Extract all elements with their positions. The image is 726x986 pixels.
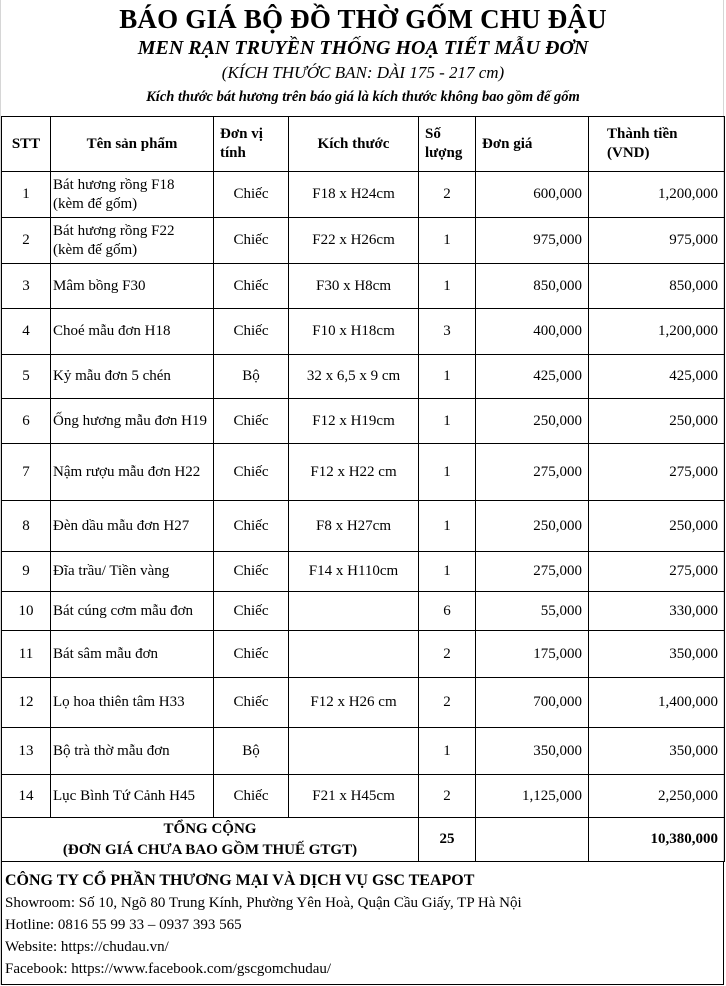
cell-product-name: Bát cúng cơm mẫu đơn [51,592,214,631]
table-row [2,775,725,818]
cell-unit: Bộ [214,355,289,399]
cell-unit-price: 400,000 [476,309,589,355]
cell-unit: Chiếc [214,631,289,678]
table-row [2,728,725,775]
cell-quantity: 1 [419,218,476,264]
cell-size [289,728,419,775]
summary-label-line1: TỔNG CỘNG [163,820,257,837]
summary-label [2,818,419,862]
table-row [2,172,725,218]
cell-stt: 13 [2,728,51,775]
cell-stt: 1 [2,172,51,218]
header-size: Kích thước [289,117,419,172]
cell-total: 1,200,000 [589,172,725,218]
quote-header [0,0,726,116]
cell-quantity: 2 [419,172,476,218]
cell-size: F30 x H8cm [289,264,419,309]
cell-unit-price: 975,000 [476,218,589,264]
cell-size: F18 x H24cm [289,172,419,218]
cell-total: 275,000 [589,552,725,592]
summary-unit-price [476,818,589,862]
cell-size [289,592,419,631]
cell-stt: 4 [2,309,51,355]
cell-product-name: Kỷ mẫu đơn 5 chén [51,355,214,399]
cell-unit-price: 700,000 [476,678,589,728]
table-header-row [2,117,725,172]
table-row [2,264,725,309]
cell-stt: 14 [2,775,51,818]
cell-unit: Chiếc [214,501,289,552]
cell-unit-price: 275,000 [476,444,589,501]
cell-size: F12 x H26 cm [289,678,419,728]
table-row [2,399,725,444]
cell-quantity: 1 [419,355,476,399]
summary-quantity: 25 [419,818,476,862]
cell-stt: 5 [2,355,51,399]
cell-unit: Chiếc [214,309,289,355]
cell-total: 350,000 [589,728,725,775]
cell-size: 32 x 6,5 x 9 cm [289,355,419,399]
cell-product-name: Bát hương rồng F22 (kèm đế gốm) [51,218,214,264]
cell-product-name: Bộ trà thờ mẫu đơn [51,728,214,775]
cell-size: F14 x H110cm [289,552,419,592]
cell-quantity: 1 [419,728,476,775]
website-link[interactable]: Website: https://chudau.vn/ [5,939,169,955]
cell-stt: 10 [2,592,51,631]
cell-unit-price: 175,000 [476,631,589,678]
summary-total: 10,380,000 [589,818,725,862]
cell-product-name: Đĩa trầu/ Tiền vàng [51,552,214,592]
cell-product-name: Choé mẫu đơn H18 [51,309,214,355]
cell-size [289,631,419,678]
table-row [2,309,725,355]
cell-stt: 11 [2,631,51,678]
cell-product-name: Lọ hoa thiên tâm H33 [51,678,214,728]
cell-stt: 9 [2,552,51,592]
table-row [2,501,725,552]
cell-unit-price: 275,000 [476,552,589,592]
cell-unit: Chiếc [214,218,289,264]
cell-quantity: 1 [419,552,476,592]
cell-unit: Chiếc [214,592,289,631]
cell-unit: Chiếc [214,399,289,444]
cell-total: 850,000 [589,264,725,309]
size-disclaimer: Kích thước bát hương trên báo giá là kích thước không bao gồm đế gốm [146,89,580,105]
cell-total: 250,000 [589,501,725,552]
header-unit-price: Đơn giá [476,117,589,172]
hotline: Hotline: 0816 55 99 33 – 0937 393 565 [5,917,242,933]
cell-quantity: 1 [419,444,476,501]
cell-unit-price: 55,000 [476,592,589,631]
cell-size: F21 x H45cm [289,775,419,818]
cell-quantity: 3 [419,309,476,355]
cell-quantity: 1 [419,501,476,552]
page-title: BÁO GIÁ BỘ ĐỒ THỜ GỐM CHU ĐẬU [119,4,607,34]
cell-size: F12 x H22 cm [289,444,419,501]
table-size-note: (KÍCH THƯỚC BAN: DÀI 175 - 217 cm) [221,63,505,82]
cell-unit-price: 250,000 [476,399,589,444]
cell-size: F12 x H19cm [289,399,419,444]
cell-unit-price: 250,000 [476,501,589,552]
cell-unit-price: 425,000 [476,355,589,399]
cell-product-name: Ống hương mẫu đơn H19 [51,399,214,444]
cell-total: 2,250,000 [589,775,725,818]
cell-stt: 12 [2,678,51,728]
cell-product-name: Lục Bình Tứ Cảnh H45 [51,775,214,818]
cell-total: 350,000 [589,631,725,678]
cell-quantity: 2 [419,775,476,818]
cell-total: 330,000 [589,592,725,631]
cell-total: 1,200,000 [589,309,725,355]
header-unit: Đơn vị tính [214,117,289,172]
cell-product-name: Bát sâm mẫu đơn [51,631,214,678]
cell-unit: Bộ [214,728,289,775]
summary-label-line2: (ĐƠN GIÁ CHƯA BAO GỒM THUẾ GTGT) [62,841,358,858]
header-total: Thành tiền (VND) [589,117,725,172]
cell-unit-price: 600,000 [476,172,589,218]
cell-unit: Chiếc [214,775,289,818]
cell-unit: Chiếc [214,172,289,218]
cell-quantity: 2 [419,678,476,728]
cell-total: 250,000 [589,399,725,444]
cell-stt: 8 [2,501,51,552]
cell-total: 1,400,000 [589,678,725,728]
cell-quantity: 6 [419,592,476,631]
cell-unit-price: 350,000 [476,728,589,775]
cell-size: F8 x H27cm [289,501,419,552]
cell-size: F22 x H26cm [289,218,419,264]
facebook-link[interactable]: Facebook: https://www.facebook.com/gscgomchudau/ [5,961,332,977]
table-row [2,592,725,631]
cell-product-name: Đèn dầu mẫu đơn H27 [51,501,214,552]
cell-stt: 3 [2,264,51,309]
header-product-name: Tên sản phẩm [51,117,214,172]
cell-product-name: Nậm rượu mẫu đơn H22 [51,444,214,501]
cell-total: 425,000 [589,355,725,399]
cell-unit: Chiếc [214,264,289,309]
cell-unit: Chiếc [214,552,289,592]
cell-unit-price: 850,000 [476,264,589,309]
cell-total: 275,000 [589,444,725,501]
cell-stt: 6 [2,399,51,444]
summary-row [2,818,725,862]
company-footer [1,862,724,985]
page-subtitle: MEN RẠN TRUYỀN THỐNG HOẠ TIẾT MẪU ĐƠN [137,37,589,59]
cell-unit-price: 1,125,000 [476,775,589,818]
cell-quantity: 1 [419,264,476,309]
table-row [2,552,725,592]
table-row [2,678,725,728]
header-quantity: Số lượng [419,117,476,172]
cell-product-name: Bát hương rồng F18 (kèm đế gốm) [51,172,214,218]
company-name: CÔNG TY CỔ PHẦN THƯƠNG MẠI VÀ DỊCH VỤ GSC TEAPOT [5,872,475,889]
table-row [2,444,725,501]
cell-size: F10 x H18cm [289,309,419,355]
table-row [2,631,725,678]
cell-unit: Chiếc [214,444,289,501]
cell-total: 975,000 [589,218,725,264]
header-stt: STT [2,117,51,172]
price-quote-table [1,116,725,862]
table-row [2,218,725,264]
cell-product-name: Mâm bồng F30 [51,264,214,309]
showroom-address: Showroom: Số 10, Ngõ 80 Trung Kính, Phường Yên Hoà, Quận Cầu Giấy, TP Hà Nội [5,895,522,911]
cell-stt: 2 [2,218,51,264]
cell-quantity: 1 [419,399,476,444]
table-row [2,355,725,399]
cell-unit: Chiếc [214,678,289,728]
cell-quantity: 2 [419,631,476,678]
cell-stt: 7 [2,444,51,501]
